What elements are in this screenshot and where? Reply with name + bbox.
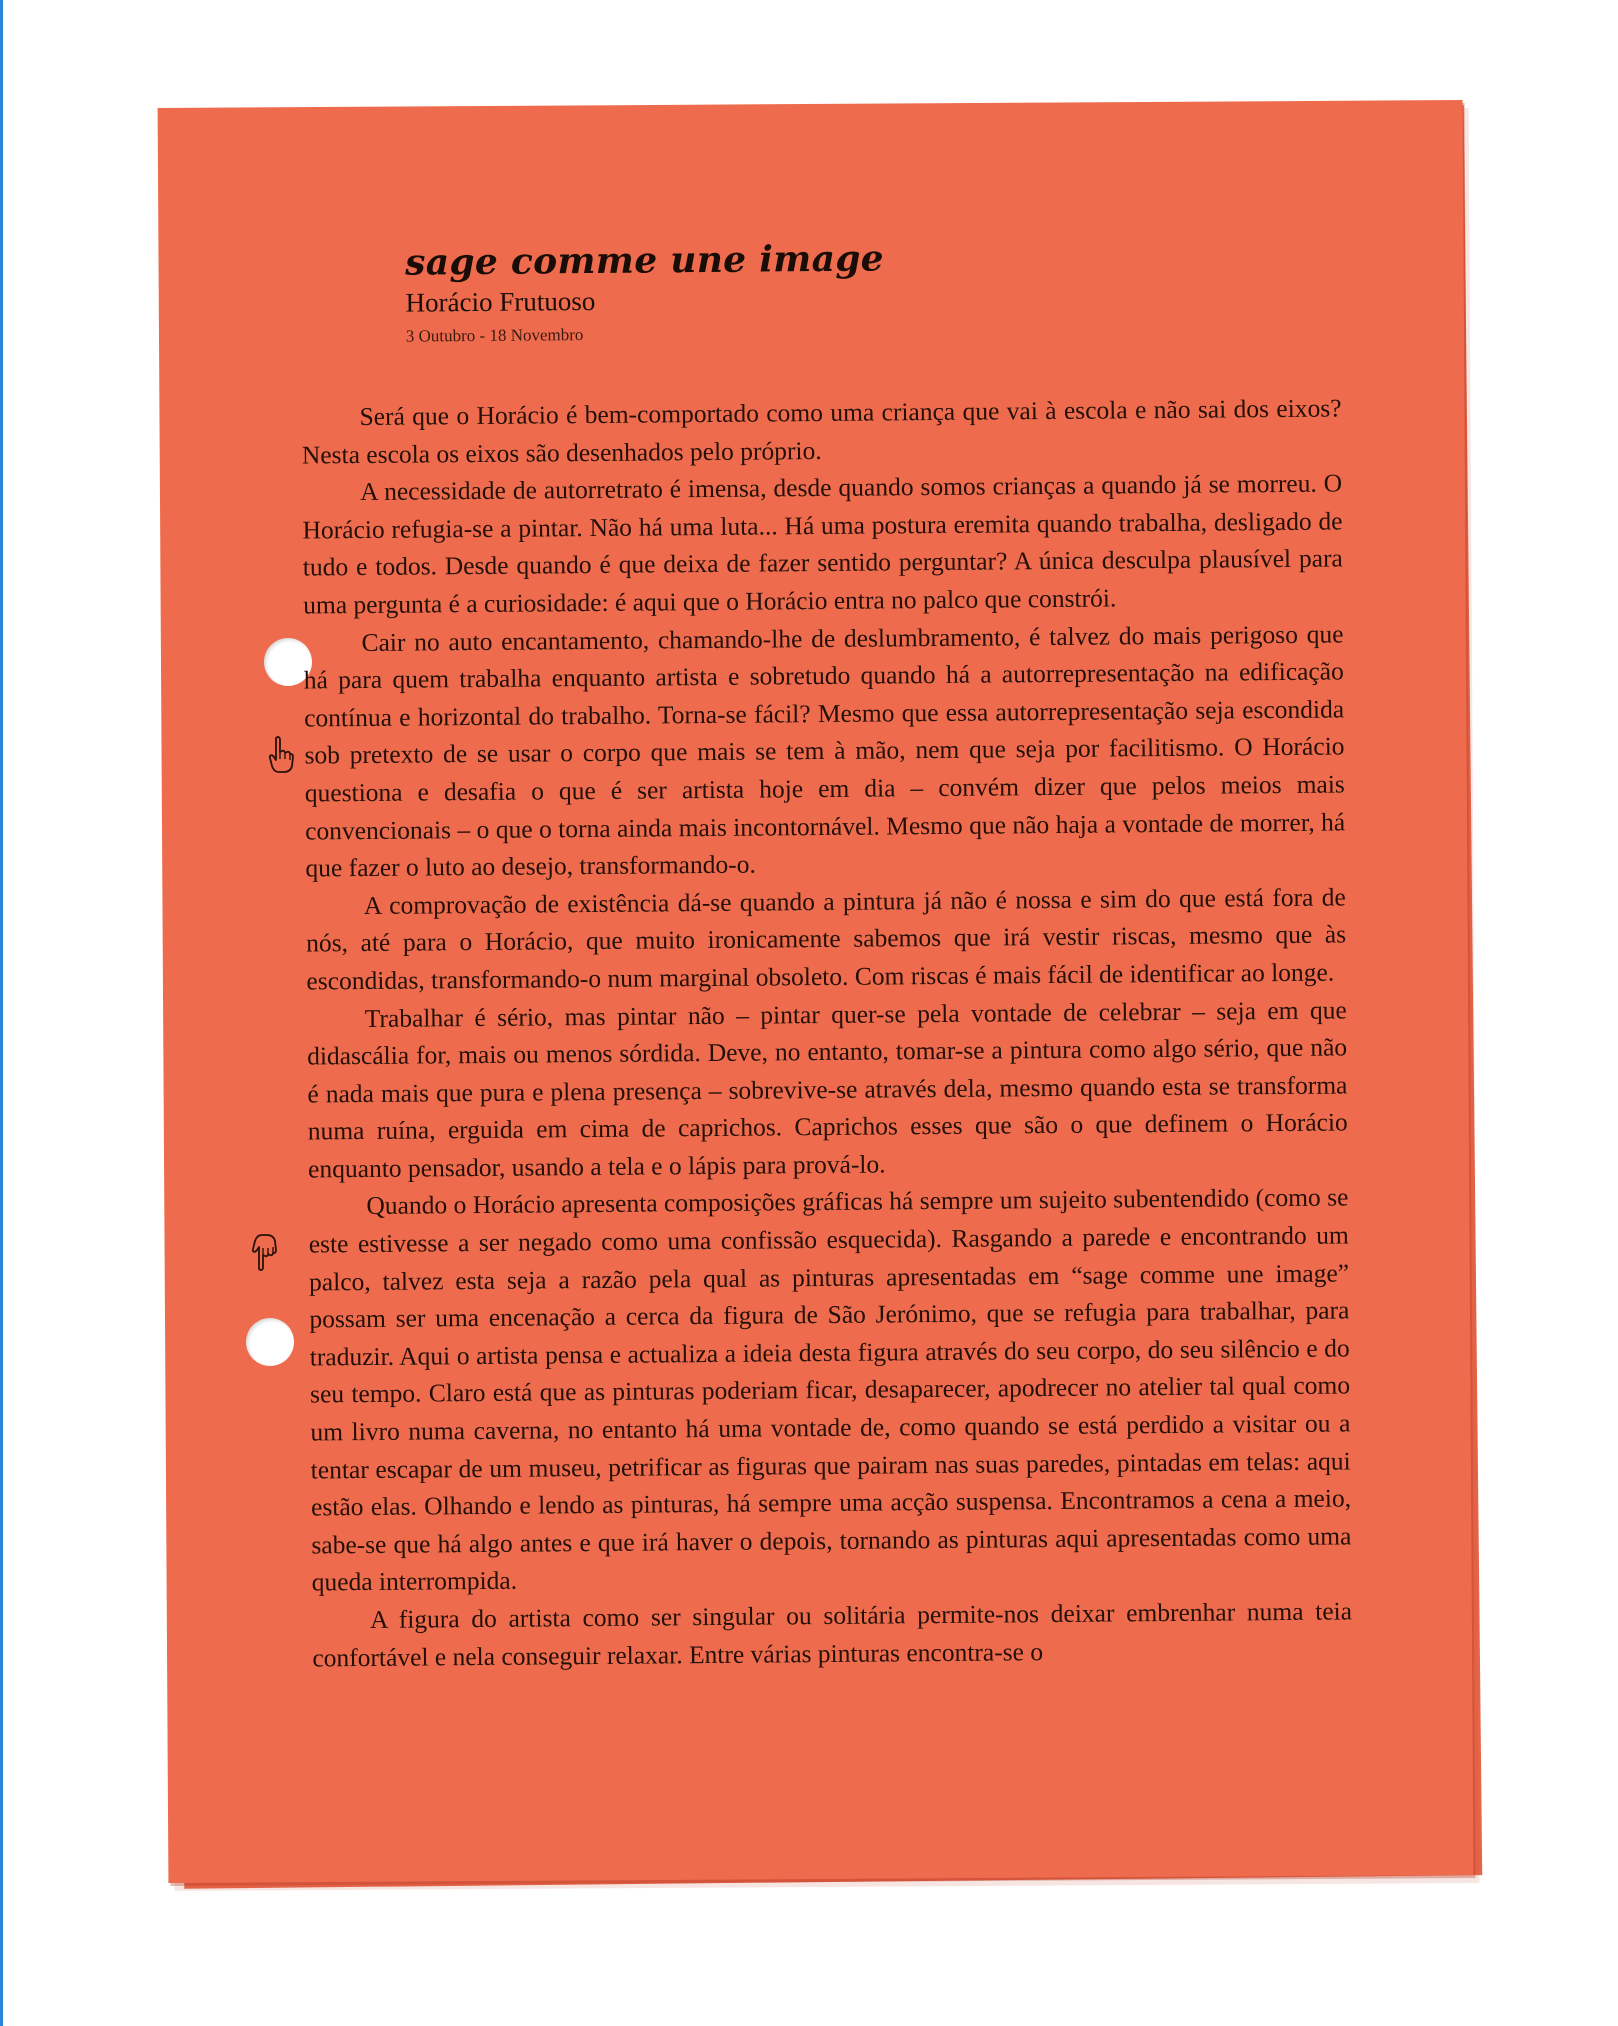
paragraph: Trabalhar é sério, mas pintar não – pintar quer-se pela vontade de celebrar – seja em que didascália for, mais ou menos sórdida. Deve, no entanto, tomar-se a pintura como algo sério, que não é nada mais que pura e plena presença – sobrevive-se através dela, mesmo quando esta se transforma numa ruína, erguida em cima de caprichos. Caprichos esses que são o que definem o Horácio enquanto pensador, usando a tela e o lápis para prová-lo. bbox=[306, 994, 1348, 1184]
pointing-hand-icon bbox=[250, 1232, 278, 1272]
exhibition-dates: 3 Outubro - 18 Novembro bbox=[405, 325, 584, 346]
paragraph: A necessidade de autorretrato é imensa, desde quando somos crianças a quando já se morreu. O Horácio refugia-se a pintar. Não há uma luta... Há uma postura eremita quando trabalha, desligado de tudo e todos. Desde quando é que deixa de fazer sentido perguntar? A única desculpa plausível para uma pergunta é a curiosidade: é aqui que o Horácio entra no palco que constrói. bbox=[302, 468, 1343, 620]
essay-body bbox=[301, 389, 1352, 1676]
document-content bbox=[300, 233, 1352, 1676]
paragraph: A figura do artista como ser singular ou solitária permite-nos deixar embrenhar numa teia confortável e nela conseguir relaxar. Entre várias pinturas encontra-se o bbox=[312, 1596, 1353, 1673]
punch-hole-bottom bbox=[246, 1318, 294, 1366]
paragraph: A comprovação de existência dá-se quando a pintura já não é nossa e sim do que está fora de nós, até para o Horácio, que muito ironicamente sabemos que irá vestir riscas, mesmo que às escondidas, transformando-o num marginal obsoleto. Com riscas é mais fácil de identificar ao longe. bbox=[306, 882, 1347, 996]
paragraph: Cair no auto encantamento, chamando-lhe de deslumbramento, é talvez do mais perigoso que há para quem trabalha enquanto artista e sobretudo quando há a autorrepresentação na edificação contínua e horizontal do trabalho. Torna-se fácil? Mesmo que essa autorrepresentação seja escondida sob pretexto de se usar o corpo que mais se tem à mão, nem que seja por facilitismo. O Horácio questiona e desafia o que é ser artista hoje em dia – convém dizer que pelos meios mais convencionais – o que o torna ainda mais incontornável. Mesmo que não haja a vontade de morrer, há que fazer o luto ao desejo, transformando-o. bbox=[303, 619, 1346, 883]
paragraph: Será que o Horácio é bem-comportado como uma criança que vai à escola e não sai dos eixos? Nesta escola os eixos são desenhados pelo próprio. bbox=[301, 393, 1342, 470]
exhibition-title: sage comme une image bbox=[405, 237, 885, 284]
artist-name: Horácio Frutuoso bbox=[405, 285, 596, 318]
paragraph: Quando o Horácio apresenta composições gráficas há sempre um sujeito subentendido (como se este estivesse a ser negado como uma confissão esquecida). Rasgando a parede e encontrando um palco, talvez esta seja a razão pela qual as pinturas apresentadas em “sage comme une image” possam ser uma encenação a cerca da figura de São Jerónimo, que se refugia para trabalhar, para traduzir. Aqui o artista pensa e actualiza a ideia desta figura através do seu corpo, do seu silêncio e do seu tempo. Claro está que as pinturas poderiam ficar, desaparecer, apodrecer no atelier tal qual como um livro numa caverna, no entanto há uma vontade de, como quando se está perdido a visitar ou a tentar escapar de um museu, petrificar as figuras que pairam nas suas paredes, pintadas em telas: aqui estão elas. Olhando e lendo as pinturas, há sempre uma acção suspensa. Encontramos a cena a meio, sabe-se que há algo antes e que irá haver o depois, tornando as pinturas aqui apresentadas como uma queda interrompida. bbox=[308, 1182, 1352, 1597]
scanner-edge bbox=[0, 0, 3, 2026]
pointing-hand-icon bbox=[267, 735, 295, 775]
